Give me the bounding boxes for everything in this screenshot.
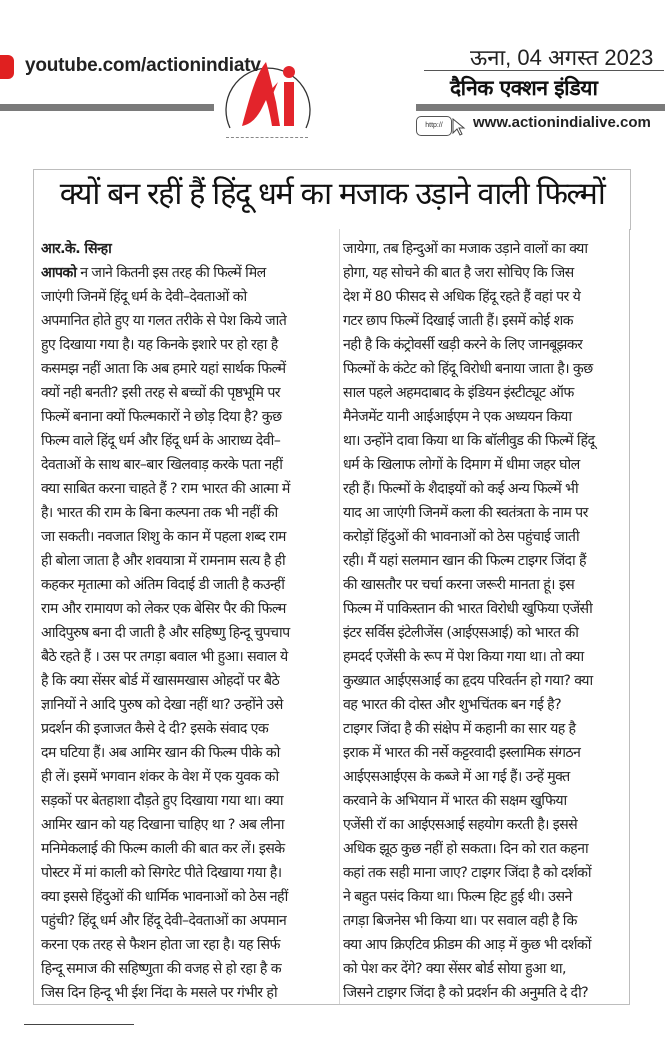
article-line: क्यों नही बनती? इसी तरह से बच्चों की पृष्ठभूमि पर (41, 385, 280, 401)
article-line: वह भारत की दोस्त और शुभचिंतक बन गई है? (343, 697, 562, 713)
article-line: इंटर सर्विस इंटेलीजेंस (आईएसआई) को भारत की (343, 625, 579, 641)
article-line: कहकर मृतात्मा को अंतिम विदाई डी जाती है कउन्हीं (41, 577, 285, 593)
logo-tagline-line (226, 137, 308, 139)
footer-rule (24, 1024, 134, 1025)
article-line: जा सकती। नवजात शिशु के कान में पहला शब्द राम (41, 529, 286, 545)
http-icon: http:// (416, 116, 452, 136)
logo-letter-i-stem (284, 82, 294, 126)
date-underline (424, 70, 664, 71)
article-line: करोड़ों हिंदुओं की भावनाओं को ठेस पहुंचाई जाती (343, 529, 580, 545)
article-line: नही है कि कंट्रोवर्सी खड़ी करने के लिए जानबूझकर (343, 337, 583, 353)
article-line: याद आ जाएंगी जिनमें कला की स्वतंत्रता के नाम पर (343, 505, 588, 521)
article-line: क्या इससे हिंदुओं की धार्मिक भावनाओं को ठेस नहीं (41, 889, 288, 905)
article-line: फिल्मों के कंटेट को हिंदू विरोधी बनाया जाता है। कुछ (343, 361, 593, 377)
article-line: आईएसआईएस के कब्जे में आ गई हैं। उन्हें मुक्त (343, 769, 570, 785)
article-line-text: न जाने कितनी इस तरह की फिल्में मिल (76, 265, 266, 281)
article-line: धर्म के खिलाफ लोगों के दिमाग में धीमा जहर घोल (343, 457, 580, 473)
article-line: फिल्में बनाना क्यों फिल्मकारों ने छोड़ दिया है? कुछ (41, 409, 282, 425)
article-line: जाएंगी जिनमें हिंदू धर्म के देवी–देवताओं को (41, 289, 247, 305)
edition-date: ऊना, 04 अगस्त 2023 (470, 45, 654, 70)
article-line: है। भारत की राम के बिना कल्पना तक भी नहीं की (41, 505, 278, 521)
article-line: ने बहुत पसंद किया था। फिल्म हिट हुई थी। उसने (343, 889, 572, 905)
article-line: रही। मैं यहां सलमान खान की फिल्म टाइगर जिंदा हैं (343, 553, 586, 569)
article-line: देवताओं के साथ बार–बार खिलवाड़ करके पता नहीं (41, 457, 283, 473)
article-line: मैनेजमेंट यानी आईआईएम ने एक अध्ययन किया (343, 409, 572, 425)
masthead-rule-left (0, 104, 214, 111)
article-line: क्या आप क्रिएटिव फ्रीडम की आड़ में कुछ भी दर्शकों (343, 937, 591, 953)
youtube-play-icon (0, 55, 14, 79)
article-line: एजेंसी रॉ का आईएसआई सहयोग करती है। इससे (343, 817, 578, 833)
article-line: की खासतौर पर चर्चा करना जरूरी मानता हूं। इस (343, 577, 575, 593)
newspaper-name: दैनिक एक्शन इंडिया (450, 76, 598, 100)
article-line: क्या साबित करना चाहते हैं ? राम भारत की आत्मा में (41, 481, 290, 497)
article-line: रही हैं। फिल्मों के शैदाइयों को कई अन्य फिल्में भी (343, 481, 579, 497)
article-line: मनिमेकलाई की फिल्म काली की बात कर लें। इसके (41, 841, 285, 857)
article-line (41, 263, 266, 282)
article-line: कुख्यात आईएसआई का हृदय परिवर्तन हो गया? क्या (343, 673, 593, 689)
logo-letter-a (242, 62, 280, 126)
article-line: जिसने टाइगर जिंदा है को प्रदर्शन की अनुमति दे दी? (343, 985, 589, 1001)
article-line: हमदर्द एजेंसी के रूप में पेश किया गया था। तो क्या (343, 649, 584, 665)
logo-letter-i-dot (283, 66, 295, 78)
article-line: इराक में भारत की नर्से कट्टरवादी इस्लामिक संगठन (343, 745, 581, 761)
article-line: जिस दिन हिन्दू भी ईश निंदा के मसले पर गंभीर हो (41, 985, 278, 1001)
article-line: प्रदर्शन की इजाजत कैसे दे दी? इसके संवाद एक (41, 721, 269, 737)
article-line: कहां तक सही माना जाए? टाइगर जिंदा है को दर्शकों (343, 865, 592, 881)
lead-word: आपको (41, 265, 77, 281)
article-line: पहुंची? हिंदू धर्म और हिंदू देवी–देवताओं का अपमान (41, 913, 287, 929)
article-line: दम घटिया हैं। अब आमिर खान की फिल्म पीके को (41, 745, 280, 761)
article-line: करवाने के अभियान में भारत की सक्षम खुफिया (343, 793, 567, 809)
article-line: पोस्टर में मां काली को सिगरेट पीते दिखाया गया है। (41, 865, 282, 881)
article-line: कसमझ नहीं आता कि अब हमारे यहां सार्थक फिल्में (41, 361, 286, 377)
article-line: आदिपुरुष बना दी जाती है और सहिष्णु हिन्दू चुपचाप (41, 625, 290, 641)
article-line: सड़कों पर बेतहाशा दौड़ते हुए दिखाया गया था। क्या (41, 793, 283, 809)
article-line: टाइगर जिंदा है की संक्षेप में कहानी का सार यह है (343, 721, 576, 737)
masthead-rule-right (416, 104, 665, 111)
article-line: गटर छाप फिल्में दिखाई जाती हैं। इसमें कोई शक (343, 313, 573, 329)
article-line: अधिक झूठ कुछ नहीं हो सकता। दिन को रात कहना (343, 841, 589, 857)
article-line: फिल्म वाले हिंदू धर्म और हिंदू धर्म के आराध्य देवी– (41, 433, 281, 449)
youtube-channel-url[interactable]: youtube.com/actionindiatv (25, 55, 261, 76)
article-line: है कि क्या सेंसर बोर्ड में खासमखास ओहदों पर बैठे (41, 673, 280, 689)
website-url[interactable]: www.actionindialive.com (473, 114, 651, 131)
article-line: आमिर खान को यह दिखाना चाहिए था ? अब लीना (41, 817, 284, 833)
article-line: बैठे रहते हैं । उस पर तगड़ा बवाल भी हुआ। सवाल ये (41, 649, 288, 665)
action-india-logo (222, 36, 314, 144)
article-line: था। उन्होंने दावा किया था कि बॉलीवुड की फिल्में हिंदू (343, 433, 595, 449)
article-line: साल पहले अहमदाबाद के इंडियन इंस्टीट्यूट ऑफ (343, 385, 574, 401)
article-byline: आर.के. सिन्हा (41, 241, 112, 257)
article-line: ही लें। इसमें भगवान शंकर के वेश में एक युवक को (41, 769, 279, 785)
article-line: हिन्दू समाज की सहिष्णुता की वजह से हो रहा है क (41, 961, 282, 977)
article-line: हुए दिखाया गया है। यह किनके इशारे पर हो रहा है (41, 337, 278, 353)
article-headline: क्यों बन रहीं हैं हिंदू धर्म का मजाक उड़ाने वाली फिल्मों (59, 176, 605, 212)
article-line: ही बोला जाता है और शवयात्रा में रामनाम सत्य है ही (41, 553, 286, 569)
article-line: जायेगा, तब हिन्दुओं का मजाक उड़ाने वालों का क्या (343, 241, 588, 257)
article-line: होगा, यह सोचने की बात है जरा सोचिए कि जिस (343, 265, 574, 281)
article-line: ज्ञानियों ने आदि पुरुष को देखा नहीं था? उन्होंने उसे (41, 697, 283, 713)
article-line: राम और रामायण को लेकर एक बेसिर पैर की फिल्म (41, 601, 286, 617)
mouse-pointer-icon (452, 118, 466, 136)
article-line: फिल्म में पाकिस्तान की भारत विरोधी खुफिया एजेंसी (343, 601, 593, 617)
article-line: को पेश कर देंगे? क्या सेंसर बोर्ड सोया हुआ था, (343, 961, 566, 977)
article-line: अपमानित होते हुए या गलत तरीके से पेश किये जाते (41, 313, 287, 329)
article-line: देश में 80 फीसद से अधिक हिंदू रहते हैं वहां पर ये (343, 289, 581, 305)
article-line: करना एक तरह से फैशन होता जा रहा है। यह सिर्फ (41, 937, 280, 953)
article-line: तगड़ा बिजनेस भी किया था। पर सवाल वही है कि (343, 913, 577, 929)
